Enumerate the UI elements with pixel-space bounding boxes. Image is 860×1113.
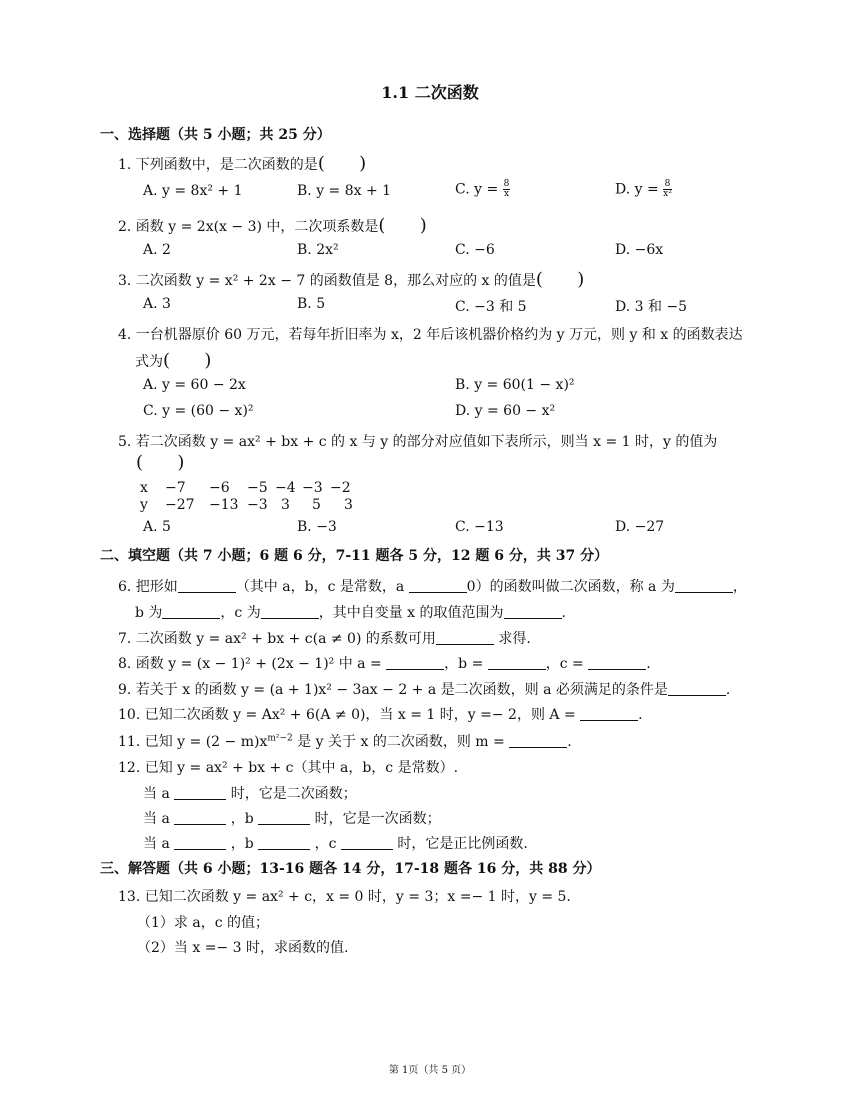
q4-option-b: B. y = 60(1 − x)² xyxy=(455,377,575,393)
answer-blank[interactable] xyxy=(261,604,319,619)
answer-blank[interactable] xyxy=(162,604,220,619)
q4-option-a: A. y = 60 − 2x xyxy=(143,377,246,393)
q1-option-b: B. y = 8x + 1 xyxy=(297,183,392,199)
q2-option-b: B. 2x² xyxy=(297,242,339,258)
question-4-stem-cont: 式为( ) xyxy=(135,350,212,371)
q4-option-c: C. y = (60 − x)² xyxy=(143,403,254,419)
q2-option-d: D. −6x xyxy=(615,242,664,258)
answer-blank[interactable] xyxy=(341,835,393,850)
q5-option-c: C. −13 xyxy=(455,519,504,535)
question-3-stem: 3. 二次函数 y = x² + 2x − 7 的函数值是 8，那么对应的 x 的值是( ) xyxy=(118,269,585,290)
answer-blank[interactable] xyxy=(580,706,638,721)
question-1-stem: 1. 下列函数中，是二次函数的是( ) xyxy=(118,153,367,174)
q5-option-d: D. −27 xyxy=(615,519,665,535)
table-cell: −2 xyxy=(330,480,351,496)
answer-blank[interactable] xyxy=(509,733,567,748)
q1-option-a: A. y = 8x² + 1 xyxy=(143,183,243,199)
q5-table-x-row xyxy=(140,480,358,496)
question-11: 11. 已知 $y = (2 - m)x^{m^2-2}$ 是 y 关于 x 的二次函数，则 m = . xyxy=(118,733,572,750)
answer-blank[interactable] xyxy=(258,835,310,850)
question-13-part-1: （1）求 a，c 的值； xyxy=(137,915,269,931)
question-9: 9. 若关于 x 的函数 y = (a + 1)x² − 3ax − 2 + a 是二次函数，则 a 必须满足的条件是 . xyxy=(118,682,731,698)
question-13-stem: 13. 已知二次函数 y = ax² + c，x = 0 时，y = 3；x =− 1 时，y = 5. xyxy=(118,889,571,905)
question-6-line-1: 6. 把形如 （其中 a，b，c 是常数，a 0）的函数叫做二次函数，称 a 为 ， xyxy=(118,579,747,595)
table-cell: 3 xyxy=(281,497,290,513)
answer-blank[interactable] xyxy=(504,604,562,619)
question-12-line-1: 当 a 时，它是二次函数； xyxy=(143,786,357,802)
table-cell: y xyxy=(140,497,148,513)
section-heading-fill: 二、填空题（共 7 小题；6 题 6 分，7-11 题各 5 分，12 题 6 分，共 37 分） xyxy=(100,548,609,564)
answer-blank[interactable] xyxy=(588,655,646,670)
question-4-stem: 4. 一台机器原价 60 万元，若每年折旧率为 x，2 年后该机器价格约为 y 万元，则 y 和 x 的函数表达 xyxy=(118,327,743,343)
section-heading-solve: 三、解答题（共 6 小题；13-16 题各 14 分，17-18 题各 16 分，共 88 分） xyxy=(100,861,601,877)
answer-blank[interactable] xyxy=(668,681,726,696)
question-12-line-3: 当 a ，b ，c 时，它是正比例函数. xyxy=(143,836,528,852)
q5-table-y-row xyxy=(140,497,372,513)
table-cell: −27 xyxy=(165,497,195,513)
question-13-part-2: （2）当 x =− 3 时，求函数的值. xyxy=(137,940,349,956)
answer-blank[interactable] xyxy=(174,785,226,800)
table-cell: −4 xyxy=(275,480,296,496)
table-cell: −7 xyxy=(165,480,186,496)
question-6-line-2: b 为 ，c 为 ，其中自变量 x 的取值范围为 . xyxy=(135,605,566,621)
answer-blank[interactable] xyxy=(409,578,467,593)
q1-option-c: C. y = $\frac{8}{x}$ xyxy=(455,179,510,199)
table-cell: −3 xyxy=(302,480,323,496)
answer-blank[interactable] xyxy=(488,655,546,670)
question-12-stem: 12. 已知 y = ax² + bx + c（其中 a，b，c 是常数）. xyxy=(118,760,459,776)
answer-blank[interactable] xyxy=(178,578,236,593)
q3-option-a: A. 3 xyxy=(143,296,171,312)
q2-option-c: C. −6 xyxy=(455,242,495,258)
q5-option-b: B. −3 xyxy=(297,519,337,535)
page-title: 1.1 二次函数 xyxy=(381,83,479,102)
question-5-stem: 5. 若二次函数 y = ax² + bx + c 的 x 与 y 的部分对应值如下表所示，则当 x = 1 时，y 的值为 xyxy=(118,434,718,450)
question-10: 10. 已知二次函数 y = Ax² + 6(A ≠ 0)，当 x = 1 时，y =− 2，则 A = . xyxy=(118,707,643,723)
table-cell: x xyxy=(140,480,148,496)
answer-blank[interactable] xyxy=(174,835,226,850)
answer-blank[interactable] xyxy=(174,810,226,825)
table-cell: −13 xyxy=(209,497,239,513)
q2-option-a: A. 2 xyxy=(143,242,171,258)
q4-option-d: D. y = 60 − x² xyxy=(455,403,556,419)
q3-option-b: B. 5 xyxy=(297,296,326,312)
q1-option-d: D. y = $\frac{8}{\text{x²}}$ xyxy=(615,179,672,199)
question-2-stem: 2. 函数 y = 2x(x − 3) 中，二次项系数是( ) xyxy=(118,215,427,236)
table-cell: 5 xyxy=(312,497,321,513)
table-cell: −5 xyxy=(247,480,268,496)
table-cell: −6 xyxy=(209,480,230,496)
answer-blank[interactable] xyxy=(258,810,310,825)
answer-blank[interactable] xyxy=(436,630,494,645)
question-12-line-2: 当 a ，b 时，它是一次函数； xyxy=(143,811,441,827)
answer-blank[interactable] xyxy=(675,578,733,593)
table-cell: 3 xyxy=(344,497,353,513)
q3-option-d: D. 3 和 −5 xyxy=(615,299,688,315)
question-5-paren: ( ) xyxy=(136,452,185,473)
section-heading-choice: 一、选择题（共 5 小题；共 25 分） xyxy=(100,127,331,143)
q5-option-a: A. 5 xyxy=(143,519,171,535)
table-cell: −3 xyxy=(247,497,268,513)
q3-option-c: C. −3 和 5 xyxy=(455,299,527,315)
question-8: 8. 函数 y = (x − 1)² + (2x − 1)² 中 a = ，b = ，c = . xyxy=(118,656,651,672)
question-7: 7. 二次函数 y = ax² + bx + c(a ≠ 0) 的系数可用 求得. xyxy=(118,631,531,647)
page-footer: 第 1页（共 5 页） xyxy=(388,1065,472,1076)
answer-blank[interactable] xyxy=(386,655,444,670)
